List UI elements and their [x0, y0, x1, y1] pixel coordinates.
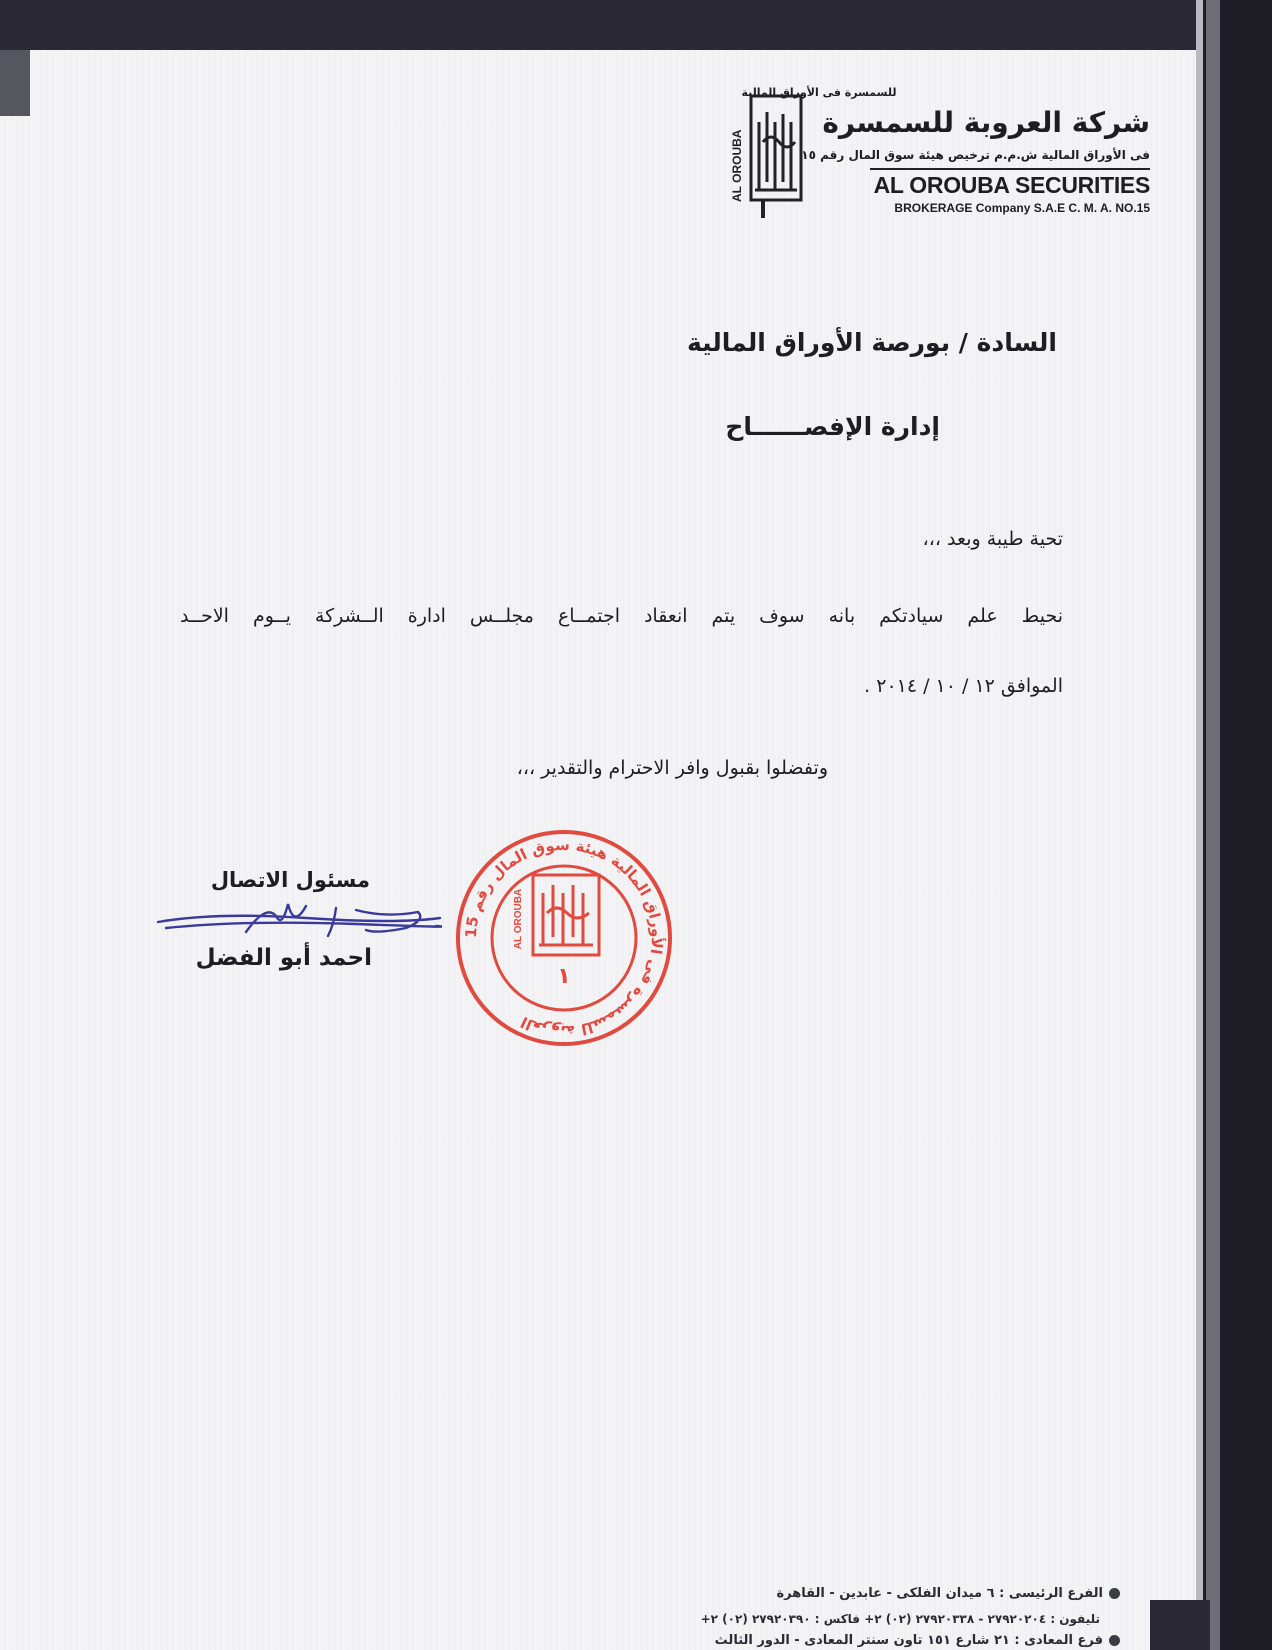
bullet-icon	[1109, 1635, 1120, 1646]
scan-top-band	[0, 0, 1272, 50]
signature-name: احمد أبو الفضل	[195, 945, 372, 971]
scan-corner-block	[1150, 1600, 1210, 1650]
footer-maadi-branch: فرع المعادى : ٢١ شارع ١٥١ تاون سنتر المعادى - الدور الثالث	[700, 1633, 1120, 1648]
scan-right-edge	[1206, 0, 1220, 1650]
letterhead-rule	[870, 168, 1150, 170]
letter-department: إدارة الإفصــــــاح	[725, 412, 940, 441]
company-name-english: AL OROUBA SECURITIES	[873, 172, 1150, 198]
logo-tagline: للسمسرة فى الأوراق المالية	[741, 86, 897, 99]
letter-paragraph-line1: نحيط علم سيادتكم بانه سوف يتم انعقاد اجتمــاع مجلــس ادارة الــشركة يــوم الاحــد	[180, 605, 1063, 627]
footer-phones: تليفون : ٢٧٩٢٠٢٠٤ - ٢٧٩٢٠٣٣٨ (٠٢) ٢+ فاكس : ٢٧٩٢٠٣٩٠ (٠٢) ٢+	[700, 1612, 1100, 1626]
company-stamp-icon	[451, 827, 677, 1049]
letter-addressee: السادة / بورصة الأوراق المالية	[687, 328, 1057, 357]
footer-main-branch: الفرع الرئيسى : ٦ ميدان الفلكى - عابدين - القاهرة	[720, 1586, 1120, 1601]
signature-title: مسئول الاتصال	[210, 868, 370, 892]
company-subtitle-arabic: فى الأوراق المالية ش.م.م ترخيص هيئة سوق المال رقم ١٥	[801, 148, 1150, 162]
stamp-number: ١	[557, 964, 571, 989]
handwritten-signature	[156, 898, 442, 942]
letter-closing: وتفضلوا بقبول وافر الاحترام والتقدير ،،،	[516, 757, 828, 779]
letter-paragraph-line2: الموافق ١٢ / ١٠ / ٢٠١٤ .	[864, 675, 1063, 697]
bullet-icon	[1109, 1588, 1120, 1599]
company-name-arabic: شركة العروبة للسمسرة	[822, 106, 1150, 139]
stamp-ring-text: العروبة للسمسرة فى الأوراق المالية هيئة سوق المال رقم 15	[461, 835, 667, 1041]
letter-greeting: تحية طيبة وبعد ،،،	[922, 528, 1063, 550]
scan-left-notch	[0, 50, 30, 116]
stamp-logo-text: AL OROUBA	[513, 888, 524, 950]
company-subtitle-english: BROKERAGE Company S.A.E C. M. A. NO.15	[894, 201, 1150, 215]
svg-text:AL OROUBA: AL OROUBA	[730, 129, 744, 202]
company-logo-icon	[727, 82, 803, 220]
